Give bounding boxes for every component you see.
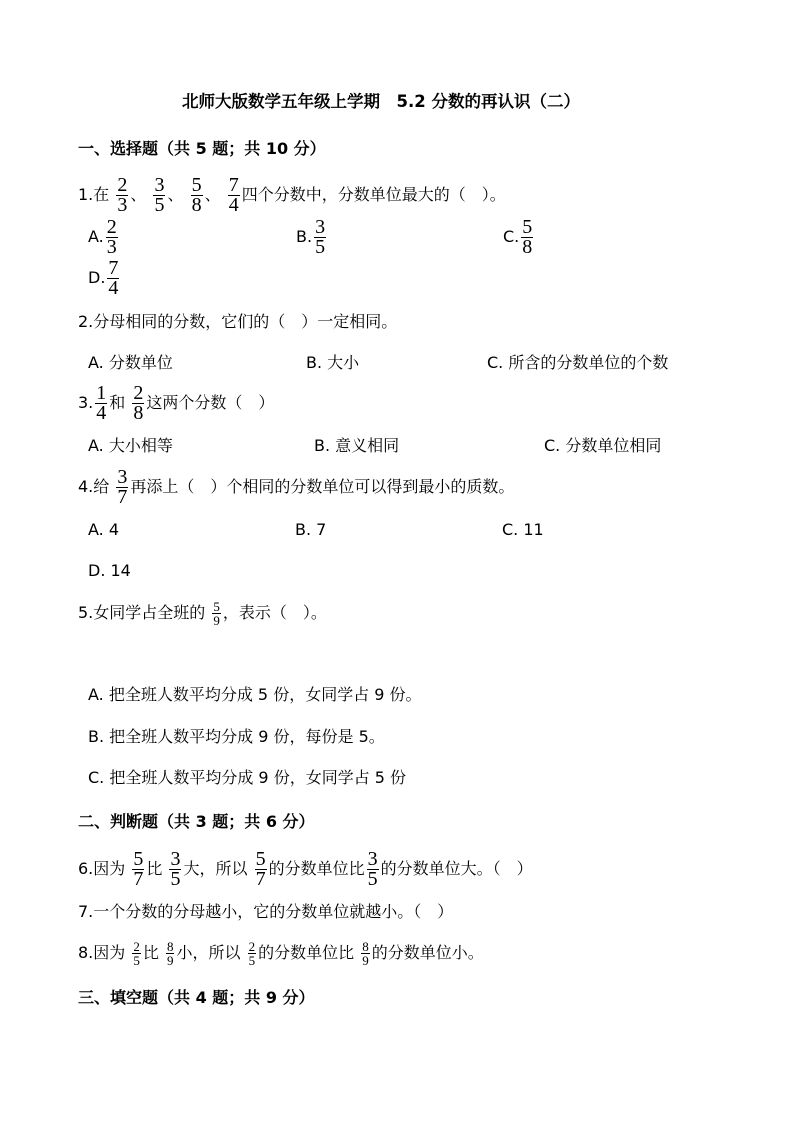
q2-option-a[interactable]: A. 分数单位 bbox=[88, 353, 173, 372]
fraction: $\frac{3}{5}$ bbox=[315, 216, 326, 258]
question-6: 6.因为 $\frac{5}{7}$ 比 $\frac{3}{5}$ 大，所以 $\frac{5}{7}$ 的分数单位比 $\frac{3}{5}$ 的分数单位大。（ ） bbox=[78, 848, 533, 890]
q4-option-a[interactable]: A. 4 bbox=[88, 520, 120, 539]
fraction: $\frac{5}{7}$ bbox=[255, 848, 266, 890]
question-3: 3. $\frac{1}{4}$ 和 $\frac{2}{8}$ 这两个分数（ ） bbox=[78, 382, 275, 424]
separator: 、 bbox=[204, 185, 221, 204]
q3-option-a[interactable]: A. 大小相等 bbox=[88, 436, 173, 455]
q1-option-a[interactable]: A. $\frac{2}{3}$ bbox=[88, 216, 117, 258]
section-judge-heading: 二、判断题（共 3 题；共 6 分） bbox=[78, 812, 315, 831]
fraction: $\frac{5}{9}$ bbox=[213, 599, 220, 628]
q5-option-c[interactable]: C. 把全班人数平均分成 9 份，女同学占 5 份 bbox=[88, 768, 407, 787]
question-5: 5.女同学占全班的 $\frac{5}{9}$ ，表示（ ）。 bbox=[78, 599, 327, 628]
fraction: $\frac{1}{4}$ bbox=[96, 382, 107, 424]
fraction: $\frac{7}{4}$ bbox=[108, 257, 119, 299]
fraction: $\frac{3}{7}$ bbox=[117, 466, 128, 508]
fraction: $\frac{5}{8}$ bbox=[191, 174, 202, 216]
q4-option-d[interactable]: D. 14 bbox=[88, 561, 131, 580]
q3-option-c[interactable]: C. 分数单位相同 bbox=[544, 436, 662, 455]
fraction: $\frac{2}{8}$ bbox=[133, 382, 144, 424]
fraction: $\frac{3}{5}$ bbox=[154, 174, 165, 216]
fraction: $\frac{2}{3}$ bbox=[117, 174, 128, 216]
question-1 bbox=[78, 176, 506, 215]
q4-option-c[interactable]: C. 11 bbox=[502, 520, 544, 539]
separator: 、 bbox=[167, 185, 184, 204]
q2-option-c[interactable]: C. 所含的分数单位的个数 bbox=[487, 353, 669, 372]
fraction: $\frac{3}{5}$ bbox=[170, 848, 181, 890]
q1-option-b[interactable]: B. $\frac{3}{5}$ bbox=[296, 216, 326, 258]
fraction: $\frac{8}{9}$ bbox=[362, 939, 369, 968]
q5-option-a[interactable]: A. 把全班人数平均分成 5 份，女同学占 9 份。 bbox=[88, 685, 422, 704]
q4-option-b[interactable]: B. 7 bbox=[295, 520, 327, 539]
fraction: $\frac{2}{5}$ bbox=[248, 939, 256, 968]
q3-option-b[interactable]: B. 意义相同 bbox=[314, 436, 400, 455]
question-2: 2.分母相同的分数，它们的（ ）一定相同。 bbox=[78, 312, 398, 331]
question-8: 8.因为 $\frac{2}{5}$ 比 $\frac{8}{9}$ 小，所以 $\frac{2}{5}$ 的分数单位比 $\frac{8}{9}$ 的分数单位小。 bbox=[78, 939, 484, 968]
separator: 、 bbox=[130, 185, 147, 204]
q2-option-b[interactable]: B. 大小 bbox=[306, 353, 360, 372]
fraction: $\frac{2}{3}$ bbox=[106, 216, 117, 258]
q1-text: 四个分数中，分数单位最大的（ ）。 bbox=[241, 185, 506, 204]
fraction: $\frac{7}{4}$ bbox=[228, 174, 239, 216]
q1-option-d[interactable]: D. $\frac{7}{4}$ bbox=[88, 257, 119, 299]
fraction: $\frac{3}{5}$ bbox=[367, 848, 378, 890]
q1-option-c[interactable]: C. $\frac{5}{8}$ bbox=[503, 216, 533, 258]
section-choice-heading: 一、选择题（共 5 题；共 10 分） bbox=[78, 139, 326, 158]
q5-option-b[interactable]: B. 把全班人数平均分成 9 份，每份是 5。 bbox=[88, 727, 385, 746]
q1-prefix: 1.在 bbox=[78, 185, 110, 204]
page-title: 北师大版数学五年级上学期 5.2 分数的再认识（二） bbox=[182, 92, 580, 111]
fraction: $\frac{2}{5}$ bbox=[133, 939, 140, 968]
fraction: $\frac{5}{7}$ bbox=[133, 848, 144, 890]
section-fill-heading: 三、填空题（共 4 题；共 9 分） bbox=[78, 988, 315, 1007]
question-4: 4.给 $\frac{3}{7}$ 再添上（ ）个相同的分数单位可以得到最小的质数。 bbox=[78, 466, 515, 508]
fraction: $\frac{5}{8}$ bbox=[522, 216, 533, 258]
question-7: 7.一个分数的分母越小，它的分数单位就越小。（ ） bbox=[78, 902, 454, 921]
fraction: $\frac{8}{9}$ bbox=[166, 939, 174, 968]
